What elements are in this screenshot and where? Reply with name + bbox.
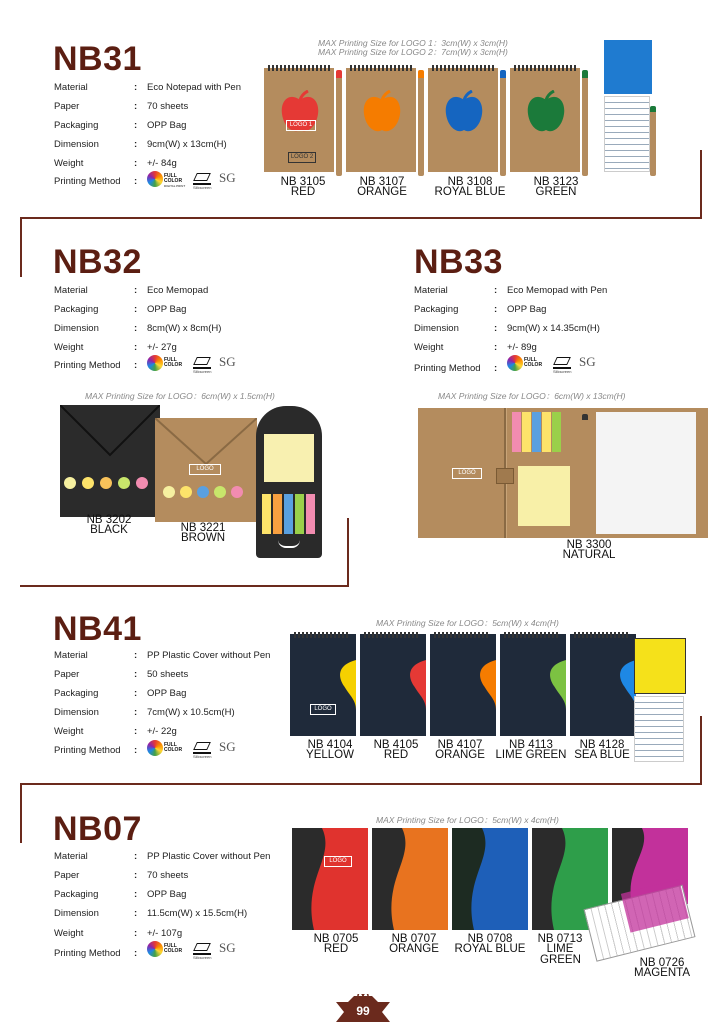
section-title-nb32: NB32 [53, 243, 142, 281]
divider-bracket [700, 150, 702, 218]
section-title-nb31: NB31 [53, 40, 142, 78]
product-code-nb4104: NB 4104 [307, 739, 353, 751]
notebook-open-image [604, 40, 656, 172]
sg-icon: SG [219, 739, 236, 754]
silkscreen-icon [553, 357, 571, 369]
nb41-product-images: LOGO [290, 632, 638, 738]
section-title-nb41: NB41 [53, 610, 142, 648]
full-color-icon [147, 740, 163, 756]
section-title-nb07: NB07 [53, 810, 142, 848]
section-title-nb33: NB33 [414, 243, 503, 281]
nb07-product-images: LOGO [292, 828, 692, 932]
max-print-size-nb33: MAX Printing Size for LOGO：6cm(W) x 13cm(H) [438, 391, 626, 401]
max-print-size-logo1: MAX Printing Size for LOGO 1：3cm(W) x 3cm(H) [318, 38, 508, 48]
sg-icon: SG [219, 940, 236, 955]
max-print-size-nb41: MAX Printing Size for LOGO：5cm(W) x 4cm(H) [376, 618, 559, 628]
sg-icon: SG [579, 354, 596, 369]
full-color-icon [507, 355, 523, 371]
memopad-open-image [256, 406, 322, 558]
full-color-icon [147, 355, 163, 371]
memopad-black-image [60, 405, 160, 517]
sg-icon: SG [219, 170, 236, 185]
product-code-nb3105: NB 3105 [280, 176, 326, 188]
product-code-nb3202: NB 3202 [86, 514, 132, 526]
sg-icon: SG [219, 354, 236, 369]
page-number-badge [336, 994, 390, 1022]
spec-label: Material [54, 82, 88, 93]
notebook-open-image [634, 638, 686, 762]
memopad-natural-image: LOGO [418, 408, 708, 538]
product-code-nb3300: NB 3300 [566, 539, 612, 551]
product-code-nb0705: NB 0705 [313, 933, 359, 945]
max-print-size-nb07: MAX Printing Size for LOGO：5cm(W) x 4cm(H) [376, 815, 559, 825]
page-number: 99 [356, 1004, 370, 1018]
spec-value: Eco Notepad with Pen [147, 82, 242, 93]
max-print-size-nb32: MAX Printing Size for LOGO：6cm(W) x 1.5cm(H) [85, 391, 275, 401]
memopad-brown-image: LOGO [155, 418, 257, 522]
full-color-icon [147, 941, 163, 957]
notebook-image: LOGO 1 LOGO 2 [264, 68, 334, 172]
full-color-icon [147, 171, 163, 187]
nb31-product-images [262, 64, 602, 176]
product-color-nb3105: RED [290, 186, 316, 198]
silkscreen-icon [193, 742, 211, 754]
product-code-nb3221: NB 3221 [180, 522, 226, 534]
silkscreen-icon [193, 943, 211, 955]
silkscreen-icon [193, 173, 211, 185]
max-print-size-logo2: MAX Printing Size for LOGO 2：7cm(W) x 3cm(H) [318, 47, 508, 57]
silkscreen-icon [193, 357, 211, 369]
